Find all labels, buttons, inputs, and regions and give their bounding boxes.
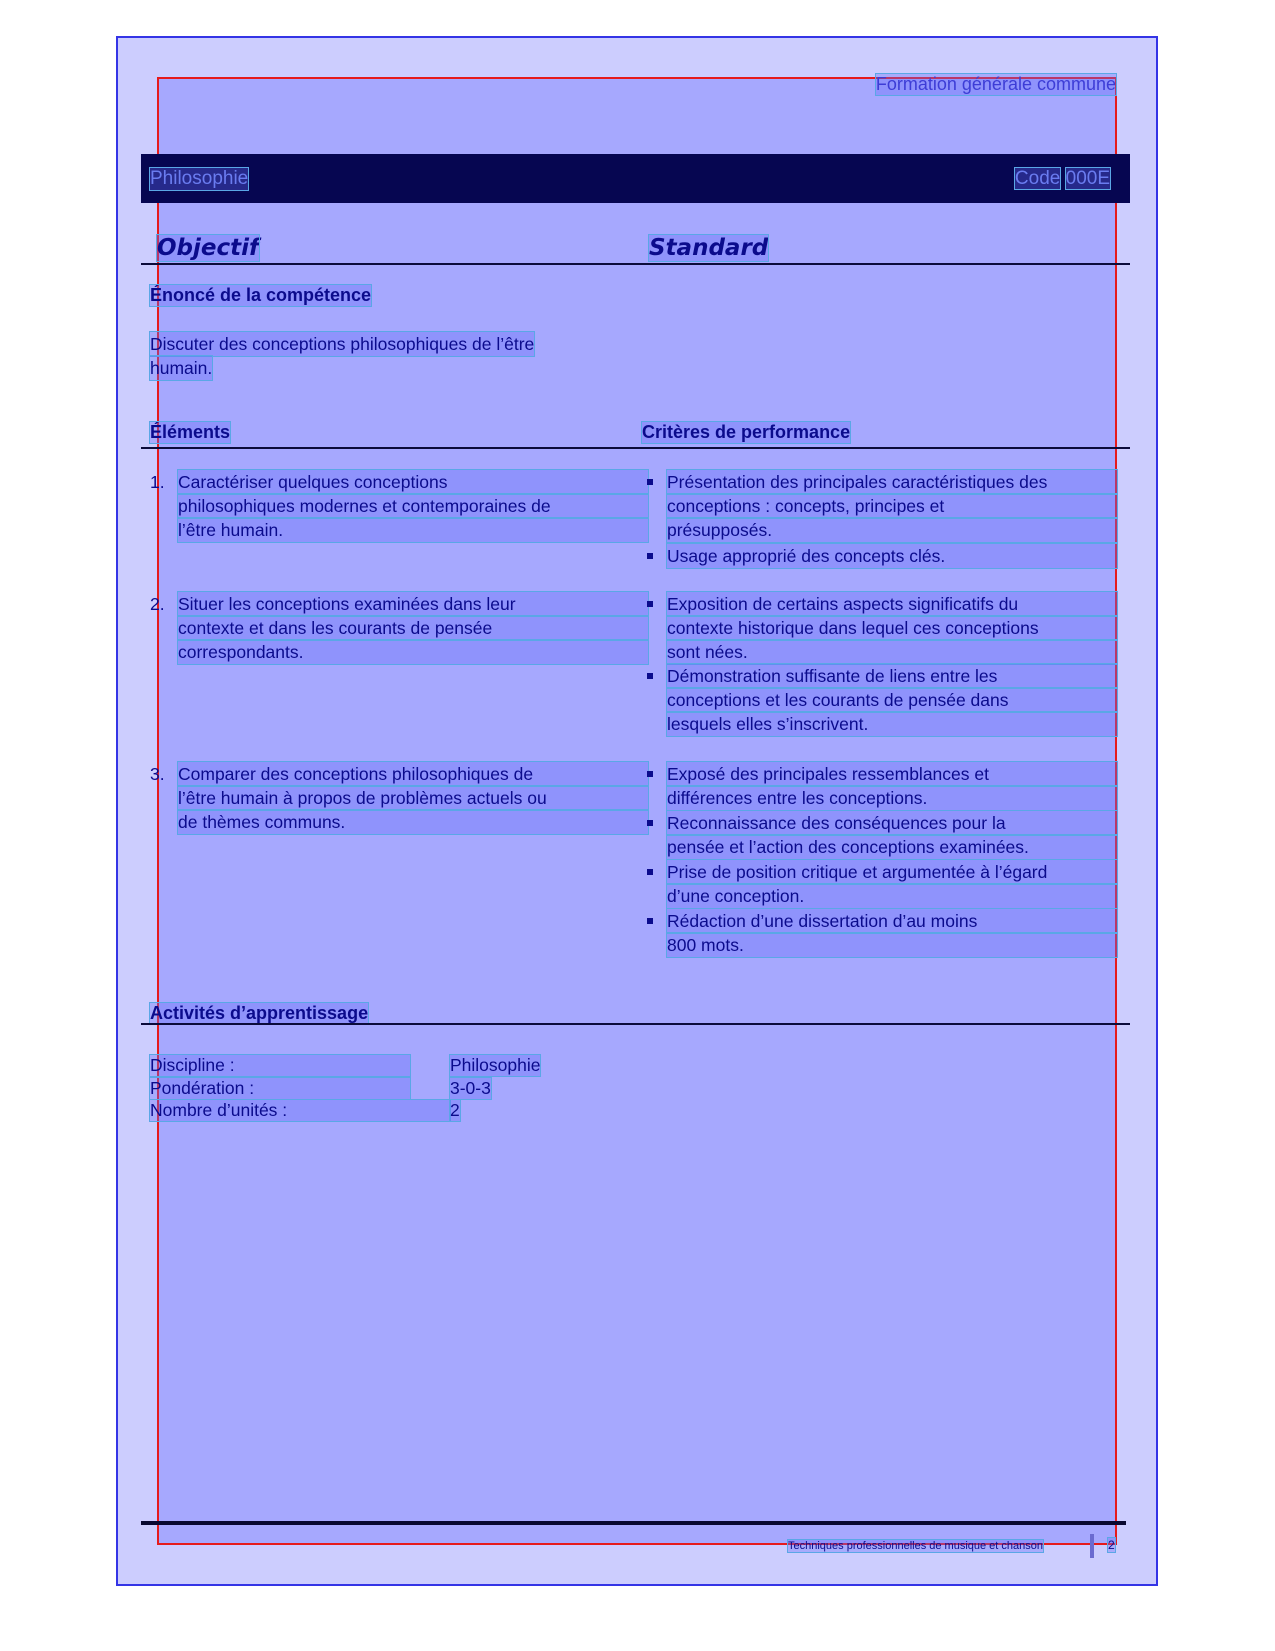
bullet-icon — [647, 673, 653, 679]
standard-heading: Standard — [649, 235, 769, 261]
bullet-icon — [647, 601, 653, 607]
bullet-icon — [647, 771, 653, 777]
bullet-icon — [647, 553, 653, 559]
bullet-icon — [647, 479, 653, 485]
footer-divider — [141, 1521, 1126, 1525]
bullet-icon — [647, 820, 653, 826]
competence-statement: Discuter des conceptions philosophiques de l’être humain. — [150, 334, 535, 378]
divider — [141, 263, 1130, 265]
units-row: Nombre d’unités : 2 — [150, 1100, 460, 1120]
elements-heading: Éléments — [150, 422, 231, 442]
bullet-icon — [647, 918, 653, 924]
competence-heading: Énoncé de la compétence — [150, 285, 372, 305]
footer-program: Techniques professionnelles de musique et chanson — [788, 1540, 1043, 1552]
code-label: Code — [1014, 168, 1061, 189]
divider — [141, 1023, 1130, 1025]
element-number: 2. — [150, 594, 165, 614]
page-number: 2 — [1108, 1538, 1115, 1552]
discipline-row: Discipline : Philosophie — [150, 1055, 541, 1075]
course-code — [1015, 168, 1110, 190]
code-value: 000E — [1065, 168, 1110, 189]
element-number: 1. — [150, 472, 165, 492]
program-header: Formation générale commune — [875, 74, 1116, 94]
course-banner — [141, 154, 1130, 203]
objective-heading: Objectif — [157, 235, 260, 261]
element-number: 3. — [150, 764, 165, 784]
course-title: Philosophie — [150, 168, 249, 189]
ponderation-row: Pondération : 3-0-3 — [150, 1078, 491, 1098]
activities-heading: Activités d’apprentissage — [150, 1003, 369, 1023]
divider — [141, 447, 1130, 449]
criteria-heading: Critères de performance — [642, 422, 851, 442]
bullet-icon — [647, 869, 653, 875]
footer-separator — [1090, 1534, 1094, 1558]
